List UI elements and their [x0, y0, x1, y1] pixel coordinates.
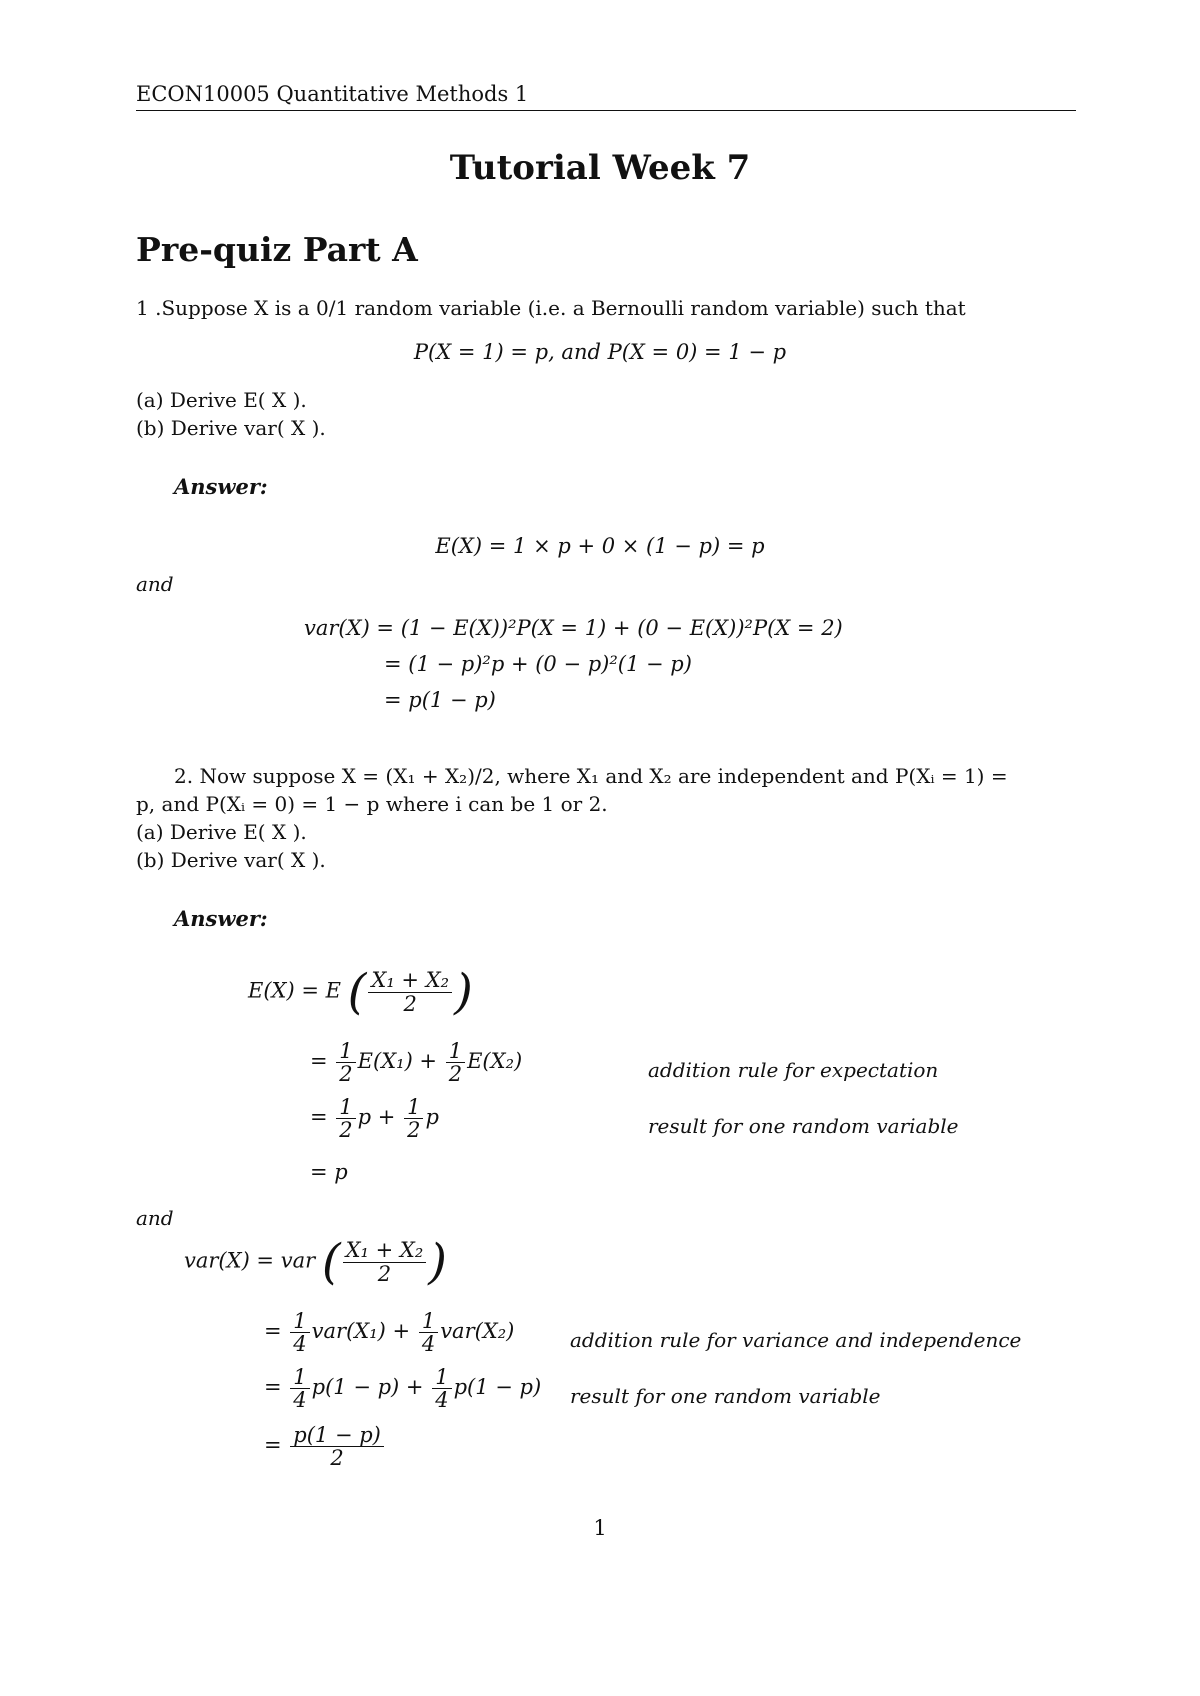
fraction-denominator: 2	[377, 1261, 392, 1286]
equals-sign: =	[310, 1105, 328, 1130]
quarter-fraction	[432, 1366, 451, 1411]
result-fraction	[290, 1424, 384, 1469]
term: p	[425, 1105, 439, 1130]
q2-v-fraction	[343, 1239, 427, 1284]
fraction-numerator: 1	[290, 1366, 309, 1389]
q2-e-fraction	[368, 969, 452, 1014]
q2-v-lhs: var(X) = var	[184, 1248, 316, 1273]
q2-variance-line-4	[264, 1424, 386, 1469]
running-header: ECON10005 Quantitative Methods 1	[136, 82, 529, 106]
term: E(X₁) +	[357, 1049, 438, 1074]
q2-expectation-line-1	[248, 964, 473, 1020]
page-number: 1	[593, 1516, 607, 1540]
right-paren: )	[454, 964, 473, 1020]
equals-sign: =	[310, 1049, 328, 1074]
quarter-fraction	[290, 1366, 309, 1411]
term: p(1 − p)	[453, 1375, 542, 1400]
q2-expectation-line-2	[310, 1040, 522, 1085]
left-paren: (	[347, 964, 367, 1020]
q1-variance-line-2: = (1 − p)²p + (0 − p)²(1 − p)	[384, 652, 692, 676]
fraction-numerator: X₁ + X₂	[343, 1239, 427, 1262]
q1-part-b: (b) Derive var( X ).	[136, 416, 326, 440]
q2-text-line-2: p, and P(Xᵢ = 0) = 1 − p where i can be 1 or 2.	[136, 792, 608, 816]
fraction-numerator: 1	[404, 1096, 423, 1119]
q1-expectation-equation: E(X) = 1 × p + 0 × (1 − p) = p	[435, 534, 765, 558]
q2-and: and	[136, 1206, 174, 1230]
q1-variance-line-1: var(X) = (1 − E(X))²P(X = 1) + (0 − E(X))²P(X = 2)	[304, 616, 843, 640]
fraction-denominator: 2	[339, 1118, 353, 1143]
q1-variance-line-3: = p(1 − p)	[384, 688, 496, 712]
q1-and: and	[136, 572, 174, 596]
q2-part-b: (b) Derive var( X ).	[136, 848, 326, 872]
half-fraction	[404, 1096, 423, 1141]
q2-text-line-1: 2. Now suppose X = (X₁ + X₂)/2, where X₁ and X₂ are independent and P(Xᵢ = 1) =	[174, 764, 1008, 788]
half-fraction	[336, 1040, 355, 1085]
q2-e-lhs: E(X) = E	[248, 978, 341, 1003]
q1-text: 1 .Suppose X is a 0/1 random variable (i.e. a Bernoulli random variable) such that	[136, 296, 966, 320]
q2-expectation-line-4: = p	[310, 1160, 348, 1184]
quarter-fraction	[290, 1310, 309, 1355]
q2-variance-line-2	[264, 1310, 514, 1355]
q1-given-equation: P(X = 1) = p, and P(X = 0) = 1 − p	[413, 340, 787, 364]
page-title: Tutorial Week 7	[449, 148, 751, 188]
fraction-numerator: X₁ + X₂	[368, 969, 452, 992]
fraction-numerator: 1	[419, 1310, 438, 1333]
fraction-denominator: 2	[339, 1062, 353, 1087]
q2-variance-note-2: result for one random variable	[570, 1384, 881, 1408]
fraction-denominator: 4	[421, 1332, 436, 1357]
fraction-denominator: 4	[293, 1332, 307, 1357]
quarter-fraction	[419, 1310, 438, 1355]
q2-expectation-note-1: addition rule for expectation	[648, 1058, 939, 1082]
fraction-numerator: 1	[336, 1096, 355, 1119]
term: p +	[357, 1105, 396, 1130]
fraction-numerator: 1	[290, 1310, 309, 1333]
equals-sign: =	[264, 1375, 282, 1400]
q1-part-a: (a) Derive E( X ).	[136, 388, 307, 412]
q2-part-a: (a) Derive E( X ).	[136, 820, 307, 844]
q2-expectation-note-2: result for one random variable	[648, 1114, 959, 1138]
half-fraction	[336, 1096, 355, 1141]
term: var(X₁) +	[311, 1319, 411, 1344]
fraction-denominator: 2	[448, 1062, 463, 1087]
section-heading: Pre-quiz Part A	[136, 230, 418, 269]
fraction-denominator: 4	[293, 1388, 307, 1413]
fraction-numerator: 1	[446, 1040, 465, 1063]
fraction-numerator: 1	[336, 1040, 355, 1063]
q2-variance-note-1: addition rule for variance and independence	[570, 1328, 1022, 1352]
right-paren: )	[428, 1234, 447, 1290]
header-rule	[136, 110, 1076, 111]
q2-variance-line-1	[184, 1234, 447, 1290]
equals-sign: =	[264, 1319, 282, 1344]
fraction-denominator: 2	[407, 1118, 421, 1143]
term: p(1 − p) +	[311, 1375, 424, 1400]
half-fraction	[446, 1040, 465, 1085]
fraction-denominator: 4	[435, 1388, 449, 1413]
left-paren: (	[321, 1234, 341, 1290]
fraction-denominator: 2	[403, 991, 417, 1016]
fraction-numerator: p(1 − p)	[290, 1424, 384, 1447]
term: var(X₂)	[440, 1319, 515, 1344]
q2-variance-line-3	[264, 1366, 541, 1411]
equals-sign: =	[264, 1433, 282, 1458]
term: E(X₂)	[467, 1049, 523, 1074]
q2-answer-label: Answer:	[174, 906, 268, 931]
fraction-numerator: 1	[432, 1366, 451, 1389]
fraction-denominator: 2	[330, 1446, 344, 1471]
q1-answer-label: Answer:	[174, 474, 268, 499]
q2-expectation-line-3	[310, 1096, 439, 1141]
